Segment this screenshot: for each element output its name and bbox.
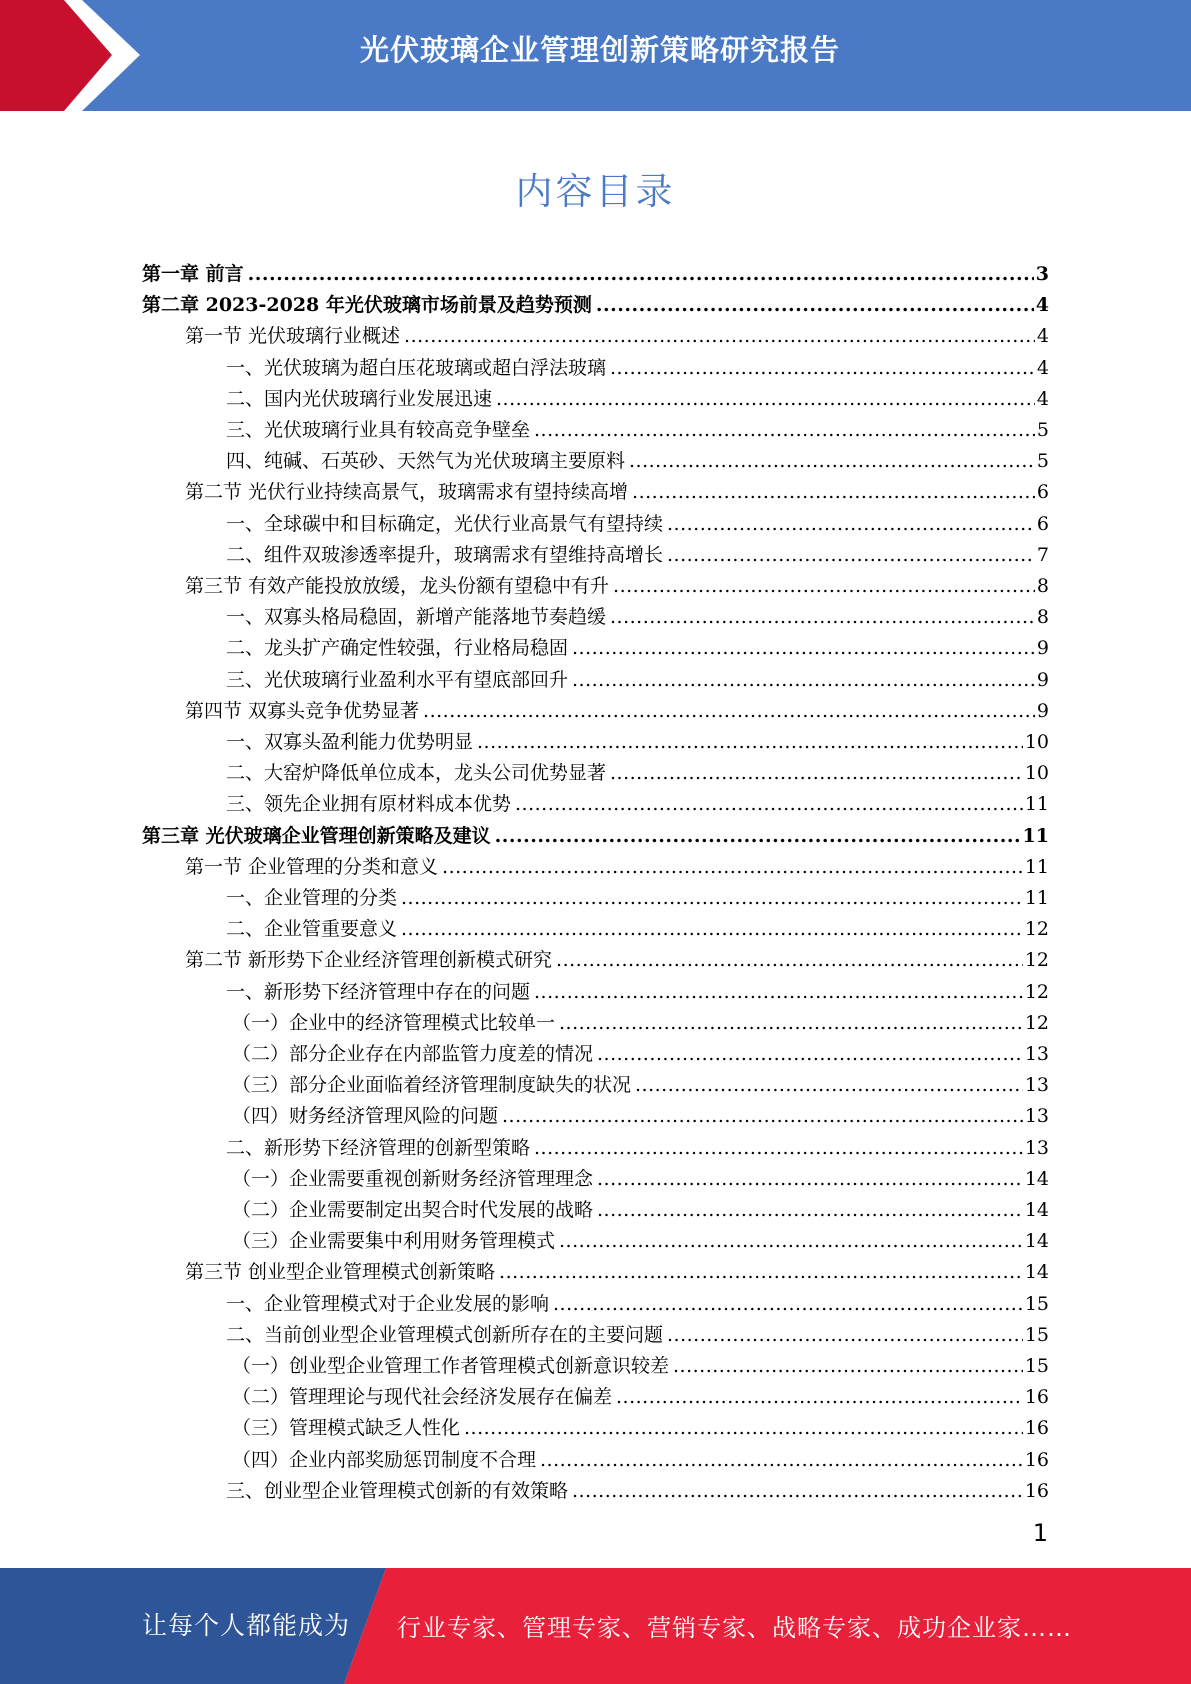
toc-dot-leader: [515, 793, 1023, 815]
toc-entry[interactable]: [232, 1003, 1049, 1034]
header-band: [0, 0, 1191, 111]
toc-entry-page: 4: [1036, 387, 1049, 410]
toc-entry-title: （三）企业需要集中利用财务管理模式: [232, 1230, 556, 1253]
toc-entry[interactable]: [142, 254, 1049, 285]
toc-entry-page: 13: [1024, 1136, 1049, 1159]
toc-entry[interactable]: [185, 316, 1049, 347]
toc-entry[interactable]: [185, 1252, 1049, 1283]
toc-entry[interactable]: [185, 566, 1049, 597]
toc-dot-leader: [610, 762, 1023, 784]
toc-entry-page: 12: [1024, 949, 1049, 972]
toc-entry-title: （一）企业需要重视创新财务经济管理理念: [232, 1167, 594, 1190]
toc-dot-leader: [635, 1074, 1023, 1096]
toc-entry-page: 11: [1024, 887, 1049, 909]
toc-dot-leader: [572, 1480, 1023, 1502]
toc-entry-title: （二）企业需要制定出契合时代发展的战略: [232, 1199, 594, 1221]
toc-entry-page: 4: [1036, 325, 1049, 348]
toc-entry[interactable]: [226, 410, 1049, 441]
toc-entry[interactable]: [232, 1096, 1049, 1127]
toc-entry[interactable]: [226, 348, 1049, 379]
toc-dot-leader: [597, 1168, 1023, 1190]
toc-entry[interactable]: [185, 847, 1049, 878]
toc-entry-page: 14: [1024, 1261, 1049, 1284]
toc-entry[interactable]: [226, 504, 1049, 535]
toc-dot-leader: [559, 1230, 1023, 1252]
toc-entry-page: 12: [1024, 980, 1049, 1003]
toc-dot-leader: [477, 731, 1023, 753]
toc-dot-leader: [502, 1105, 1023, 1127]
page-number: 1: [1032, 1519, 1048, 1547]
toc-entry-page: 11: [1024, 855, 1049, 878]
toc-heading: 内容目录: [515, 170, 676, 213]
toc-dot-leader: [496, 388, 1035, 410]
toc-entry-title: 第一章 前言: [142, 263, 244, 285]
toc-entry-title: 第四节 双寡头竞争优势显著: [185, 699, 420, 722]
toc-entry-title: （三）部分企业面临着经济管理制度缺失的状况: [232, 1074, 632, 1097]
toc-entry-page: 16: [1024, 1417, 1049, 1440]
toc-entry[interactable]: [142, 816, 1049, 847]
toc-entry-title: 二、企业管重要意义: [226, 918, 398, 941]
toc-dot-leader: [613, 575, 1035, 597]
toc-entry-page: 7: [1036, 543, 1049, 566]
toc-dot-leader: [248, 263, 1034, 285]
toc-entry-title: 二、新形势下经济管理的创新型策略: [226, 1136, 531, 1159]
toc-entry-page: 12: [1024, 918, 1049, 941]
toc-entry-page: 8: [1036, 606, 1049, 629]
toc-dot-leader: [540, 1449, 1023, 1471]
toc-dot-leader: [401, 918, 1023, 940]
toc-entry-page: 10: [1024, 731, 1049, 753]
toc-entry[interactable]: [185, 691, 1049, 722]
toc-dot-leader: [404, 325, 1035, 347]
toc-entry-page: 15: [1024, 1355, 1049, 1377]
toc-entry[interactable]: [226, 784, 1049, 815]
toc-entry-title: （二）管理理论与现代社会经济发展存在偏差: [232, 1386, 613, 1409]
toc-entry-title: 三、领先企业拥有原材料成本优势: [226, 793, 512, 816]
toc-dot-leader: [572, 637, 1035, 659]
toc-entry-title: 第一节 光伏玻璃行业概述: [185, 325, 401, 348]
toc-dot-leader: [667, 513, 1035, 535]
toc-entry-title: 一、双寡头盈利能力优势明显: [226, 731, 474, 753]
toc-entry-title: 第三节 创业型企业管理模式创新策略: [185, 1261, 496, 1284]
toc-entry-page: 13: [1024, 1105, 1049, 1128]
toc-entry-title: 一、双寡头格局稳固，新增产能落地节奏趋缓: [226, 606, 607, 629]
toc-entry-title: 一、企业管理模式对于企业发展的影响: [226, 1292, 550, 1315]
toc-entry[interactable]: [226, 379, 1049, 410]
toc-entry[interactable]: [232, 1159, 1049, 1190]
toc-entry-page: 16: [1024, 1448, 1049, 1471]
toc-dot-leader: [596, 294, 1034, 316]
footer-band: [0, 1568, 1191, 1684]
toc-entry[interactable]: [226, 1315, 1049, 1346]
toc-entry-title: 二、组件双玻渗透率提升，玻璃需求有望维持高增长: [226, 543, 664, 566]
report-title: 光伏玻璃企业管理创新策略研究报告: [359, 33, 840, 67]
toc-entry[interactable]: [226, 441, 1049, 472]
toc-entry-page: 13: [1024, 1074, 1049, 1097]
toc-entry-title: 二、大窑炉降低单位成本，龙头公司优势显著: [226, 762, 607, 785]
toc-entry-page: 9: [1036, 699, 1049, 722]
toc-entry-page: 9: [1036, 637, 1049, 660]
toc-entry-title: （四）企业内部奖励惩罚制度不合理: [232, 1448, 537, 1471]
toc-entry[interactable]: [142, 285, 1049, 316]
toc-entry-title: （三）管理模式缺乏人性化: [232, 1417, 461, 1440]
toc-entry-page: 4: [1035, 294, 1049, 317]
toc-entry-title: 三、光伏玻璃行业具有较高竞争壁垒: [226, 419, 531, 441]
toc-entry[interactable]: [226, 722, 1049, 753]
toc-dot-leader: [534, 1137, 1023, 1159]
toc-dot-leader: [559, 1012, 1023, 1034]
toc-entry[interactable]: [185, 472, 1049, 503]
toc-entry-page: 12: [1024, 1011, 1049, 1034]
toc-entry[interactable]: [232, 1034, 1049, 1065]
toc-entry-page: 14: [1024, 1199, 1049, 1221]
toc-entry-page: 14: [1024, 1230, 1049, 1253]
toc-entry-page: 14: [1024, 1167, 1049, 1190]
toc-entry-page: 10: [1024, 762, 1049, 785]
toc-dot-leader: [553, 1293, 1023, 1315]
toc-entry-title: （二）部分企业存在内部监管力度差的情况: [232, 1043, 594, 1065]
toc-entry-page: 16: [1024, 1479, 1049, 1502]
toc-entry[interactable]: [185, 940, 1049, 971]
toc-entry[interactable]: [226, 597, 1049, 628]
toc-dot-leader: [667, 544, 1035, 566]
toc-dot-leader: [572, 669, 1035, 691]
toc-entry-title: （一）企业中的经济管理模式比较单一: [232, 1011, 556, 1034]
toc-entry[interactable]: [232, 1440, 1049, 1471]
toc-dot-leader: [632, 481, 1035, 503]
toc-entry-title: 一、企业管理的分类: [226, 887, 398, 909]
toc-entry[interactable]: [226, 628, 1049, 659]
toc-entry[interactable]: [232, 1221, 1049, 1252]
toc-dot-leader: [610, 606, 1035, 628]
toc-dot-leader: [673, 1355, 1023, 1377]
toc-entry-title: 第二章 2023-2028 年光伏玻璃市场前景及趋势预测: [142, 294, 592, 317]
toc-dot-leader: [597, 1199, 1023, 1221]
toc-dot-leader: [667, 1324, 1023, 1346]
toc-entry-page: 11: [1022, 824, 1049, 847]
toc-entry[interactable]: [226, 660, 1049, 691]
toc-entry-page: 6: [1036, 481, 1049, 504]
toc-entry-title: 一、光伏玻璃为超白压花玻璃或超白浮法玻璃: [226, 356, 607, 379]
toc-dot-leader: [556, 949, 1023, 971]
toc-entry-page: 15: [1024, 1323, 1049, 1346]
toc-entry-title: （四）财务经济管理风险的问题: [232, 1105, 499, 1128]
toc-entry[interactable]: [232, 1408, 1049, 1439]
toc-entry-title: （一）创业型企业管理工作者管理模式创新意识较差: [232, 1355, 670, 1377]
toc-entry-page: 6: [1036, 512, 1049, 535]
toc-entry-page: 4: [1036, 356, 1049, 379]
toc-entry[interactable]: [226, 1128, 1049, 1159]
toc-dot-leader: [499, 1261, 1023, 1283]
toc-entry-title: 第一节 企业管理的分类和意义: [185, 855, 439, 878]
footer-slogan-right: 行业专家、管理专家、营销专家、战略专家、成功企业家……: [397, 1614, 1072, 1642]
toc-entry-page: 16: [1024, 1386, 1049, 1409]
footer-slogan-left: 让每个人都能成为: [142, 1611, 351, 1640]
toc-dot-leader: [610, 357, 1035, 379]
toc-dot-leader: [442, 856, 1023, 878]
toc-entry[interactable]: [232, 1377, 1049, 1408]
toc-entry[interactable]: [226, 972, 1049, 1003]
toc-entry[interactable]: [232, 1346, 1049, 1377]
toc-entry-page: 3: [1035, 263, 1049, 285]
toc-entry-title: 一、新形势下经济管理中存在的问题: [226, 980, 531, 1003]
toc-entry-page: 15: [1024, 1292, 1049, 1315]
toc-dot-leader: [597, 1043, 1023, 1065]
toc-entry[interactable]: [226, 535, 1049, 566]
toc-entry[interactable]: [226, 878, 1049, 909]
toc-dot-leader: [495, 825, 1021, 847]
toc-entry[interactable]: [232, 1190, 1049, 1221]
toc-entry[interactable]: [226, 909, 1049, 940]
toc-dot-leader: [629, 450, 1035, 472]
toc-dot-leader: [534, 419, 1035, 441]
toc-dot-leader: [616, 1386, 1023, 1408]
toc-entry[interactable]: [226, 1284, 1049, 1315]
toc-entry-title: 四、纯碱、石英砂、天然气为光伏玻璃主要原料: [226, 450, 626, 473]
toc-entry-title: 第三章 光伏玻璃企业管理创新策略及建议: [142, 824, 491, 847]
toc-entry-page: 8: [1036, 575, 1049, 597]
toc-entry-title: 三、创业型企业管理模式创新的有效策略: [226, 1479, 569, 1502]
toc-entry-page: 11: [1024, 793, 1049, 816]
toc-entry[interactable]: [226, 1471, 1049, 1502]
toc-dot-leader: [401, 887, 1023, 909]
toc-entry-page: 5: [1036, 419, 1049, 441]
toc-entry[interactable]: [226, 753, 1049, 784]
toc-dot-leader: [423, 700, 1035, 722]
toc-entry-title: 第二节 光伏行业持续高景气，玻璃需求有望持续高增: [185, 481, 629, 504]
toc-entry-title: 第三节 有效产能投放放缓，龙头份额有望稳中有升: [185, 575, 610, 597]
toc-entry-title: 第二节 新形势下企业经济管理创新模式研究: [185, 949, 553, 972]
toc-entry-title: 二、国内光伏玻璃行业发展迅速: [226, 387, 493, 410]
toc-entry-title: 一、全球碳中和目标确定，光伏行业高景气有望持续: [226, 512, 664, 535]
toc-entry-title: 二、龙头扩产确定性较强，行业格局稳固: [226, 637, 569, 660]
toc-entry-page: 9: [1036, 668, 1049, 691]
toc-dot-leader: [464, 1417, 1023, 1439]
toc-entry[interactable]: [232, 1065, 1049, 1096]
toc-entry-page: 5: [1036, 450, 1049, 473]
toc-entry-title: 二、当前创业型企业管理模式创新所存在的主要问题: [226, 1323, 664, 1346]
toc-entry-page: 13: [1024, 1043, 1049, 1065]
toc-dot-leader: [534, 981, 1023, 1003]
header-arrow-decoration: [0, 0, 160, 111]
toc-entry-title: 三、光伏玻璃行业盈利水平有望底部回升: [226, 668, 569, 691]
